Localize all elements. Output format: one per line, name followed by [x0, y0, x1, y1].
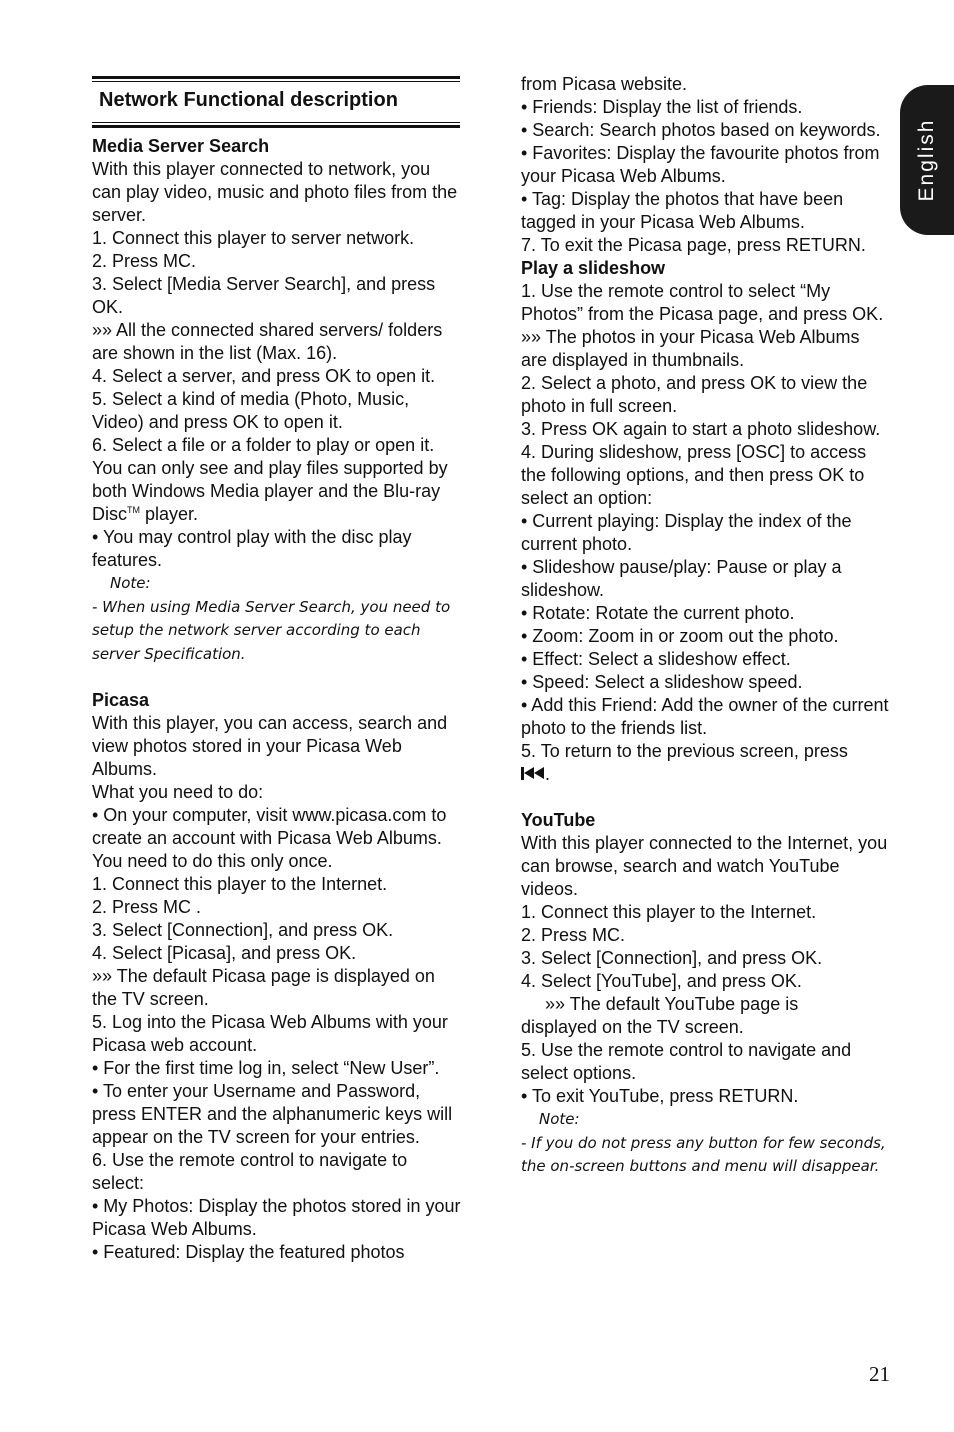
media-server-step-6-text: 6. Select a file or a folder to play or open it. You can only see and play files supported by both Windows Media player and the Blu-ray Disc: [92, 435, 448, 524]
media-server-step-6-end: player.: [140, 504, 199, 524]
picasa-heading: Picasa: [92, 690, 150, 710]
youtube-heading: YouTube: [521, 810, 596, 830]
youtube-note-text: - If you do not press any button for few seconds, the on-screen buttons and menu will disappear.: [521, 1133, 886, 1175]
picasa-step-6: 6. Use the remote control to navigate to select:: [92, 1150, 408, 1193]
media-server-step-4: 4. Select a server, and press OK to open it.: [92, 366, 436, 386]
trademark-mark: TM: [127, 505, 140, 515]
section-title: Network Functional description: [99, 89, 398, 111]
youtube-bullet-exit: • To exit YouTube, press RETURN.: [521, 1086, 799, 1106]
picasa-featured-end: from Picasa website.: [521, 74, 688, 94]
picasa-need: What you need to do:: [92, 782, 264, 802]
picasa-step-5: 5. Log into the Picasa Web Albums with your Picasa web account.: [92, 1012, 448, 1055]
slideshow-step-5-text: 5. To return to the previous screen, press: [521, 741, 848, 761]
picasa-bullet-first: • For the first time log in, select “New User”.: [92, 1058, 440, 1078]
picasa-bullet-featured: • Featured: Display the featured photos: [92, 1242, 405, 1262]
picasa-bullet-account: • On your computer, visit www.picasa.com to create an account with Picasa Web Albums. You need to do this only once.: [92, 805, 447, 871]
picasa-step-4: 4. Select [Picasa], and press OK.: [92, 943, 357, 963]
language-tab: [900, 85, 954, 235]
language-tab-label: English: [915, 118, 938, 202]
picasa-bullet-enter: • To enter your Username and Password, press ENTER and the alphanumeric keys will appear on the TV screen for your entries.: [92, 1081, 453, 1147]
youtube-step-2: 2. Press MC.: [521, 925, 626, 945]
slideshow-bullet-effect: • Effect: Select a slideshow effect.: [521, 649, 791, 669]
media-server-step-2: 2. Press MC.: [92, 251, 197, 271]
media-server-step-6: [92, 434, 464, 526]
picasa-bullet-tag: • Tag: Display the photos that have been tagged in your Picasa Web Albums.: [521, 189, 844, 232]
media-server-note-text: - When using Media Server Search, you need to setup the network server according to each server Specification.: [92, 597, 451, 663]
slideshow-step-5-end: .: [545, 764, 551, 784]
slideshow-bullet-friend: • Add this Friend: Add the owner of the current photo to the friends list.: [521, 695, 889, 738]
youtube-section: [521, 809, 889, 1179]
youtube-step-1: 1. Connect this player to the Internet.: [521, 902, 817, 922]
slideshow-section: [521, 257, 889, 786]
media-server-note-label: Note:: [110, 574, 151, 592]
picasa-result: »» The default Picasa page is displayed on the TV screen.: [92, 966, 435, 1009]
slideshow-bullet-zoom: • Zoom: Zoom in or zoom out the photo.: [521, 626, 839, 646]
media-server-section: [92, 135, 464, 666]
picasa-section: [92, 689, 464, 1264]
picasa-step-1: 1. Connect this player to the Internet.: [92, 874, 388, 894]
youtube-intro: With this player connected to the Internet, you can browse, search and watch YouTube videos.: [521, 833, 888, 899]
slideshow-bullet-pause: • Slideshow pause/play: Pause or play a slideshow.: [521, 557, 842, 600]
slideshow-step-3: 3. Press OK again to start a photo slideshow.: [521, 419, 881, 439]
section-gap: [521, 786, 889, 809]
slideshow-step-4: 4. During slideshow, press [OSC] to access the following options, and then press OK to select an option:: [521, 442, 867, 508]
youtube-note-label: Note:: [539, 1110, 580, 1128]
picasa-step-7: 7. To exit the Picasa page, press RETURN.: [521, 235, 866, 255]
section-gap: [92, 666, 464, 689]
previous-track-icon: [521, 767, 545, 780]
youtube-step-4: 4. Select [YouTube], and press OK.: [521, 971, 802, 991]
media-server-intro: With this player connected to network, you can play video, music and photo files from the server.: [92, 159, 458, 225]
picasa-step-3: 3. Select [Connection], and press OK.: [92, 920, 394, 940]
youtube-result-cont: displayed on the TV screen.: [521, 1017, 744, 1037]
picasa-bullet-myphotos: • My Photos: Display the photos stored in your Picasa Web Albums.: [92, 1196, 461, 1239]
slideshow-heading: Play a slideshow: [521, 258, 666, 278]
media-server-step-3: 3. Select [Media Server Search], and press OK.: [92, 274, 436, 317]
slideshow-bullet-current: • Current playing: Display the index of the current photo.: [521, 511, 852, 554]
slideshow-step-2: 2. Select a photo, and press OK to view the photo in full screen.: [521, 373, 868, 416]
media-server-step-1: 1. Connect this player to server network.: [92, 228, 415, 248]
right-column: [521, 0, 889, 1179]
slideshow-bullet-rotate: • Rotate: Rotate the current photo.: [521, 603, 795, 623]
left-column: [92, 0, 464, 1264]
slideshow-step-5: [521, 740, 889, 786]
media-server-result: »» All the connected shared servers/ folders are shown in the list (Max. 16).: [92, 320, 443, 363]
picasa-intro: With this player, you can access, search and view photos stored in your Picasa Web Albums.: [92, 713, 448, 779]
youtube-result: »» The default YouTube page is: [545, 994, 799, 1014]
picasa-bullet-search: • Search: Search photos based on keywords.: [521, 120, 881, 140]
slideshow-bullet-speed: • Speed: Select a slideshow speed.: [521, 672, 803, 692]
slideshow-step-1: 1. Use the remote control to select “My Photos” from the Picasa page, and press OK.: [521, 281, 884, 324]
page-number: 21: [869, 1362, 890, 1386]
picasa-bullet-favorites: • Favorites: Display the favourite photos from your Picasa Web Albums.: [521, 143, 880, 186]
picasa-bullet-friends: • Friends: Display the list of friends.: [521, 97, 803, 117]
youtube-step-3: 3. Select [Connection], and press OK.: [521, 948, 823, 968]
picasa-step-2: 2. Press MC .: [92, 897, 202, 917]
slideshow-result: »» The photos in your Picasa Web Albums are displayed in thumbnails.: [521, 327, 860, 370]
media-server-step-5: 5. Select a kind of media (Photo, Music, Video) and press OK to open it.: [92, 389, 410, 432]
picasa-continued: [521, 73, 889, 257]
youtube-step-5: 5. Use the remote control to navigate and select options.: [521, 1040, 852, 1083]
media-server-heading: Media Server Search: [92, 136, 270, 156]
media-server-bullet: • You may control play with the disc play features.: [92, 527, 412, 570]
